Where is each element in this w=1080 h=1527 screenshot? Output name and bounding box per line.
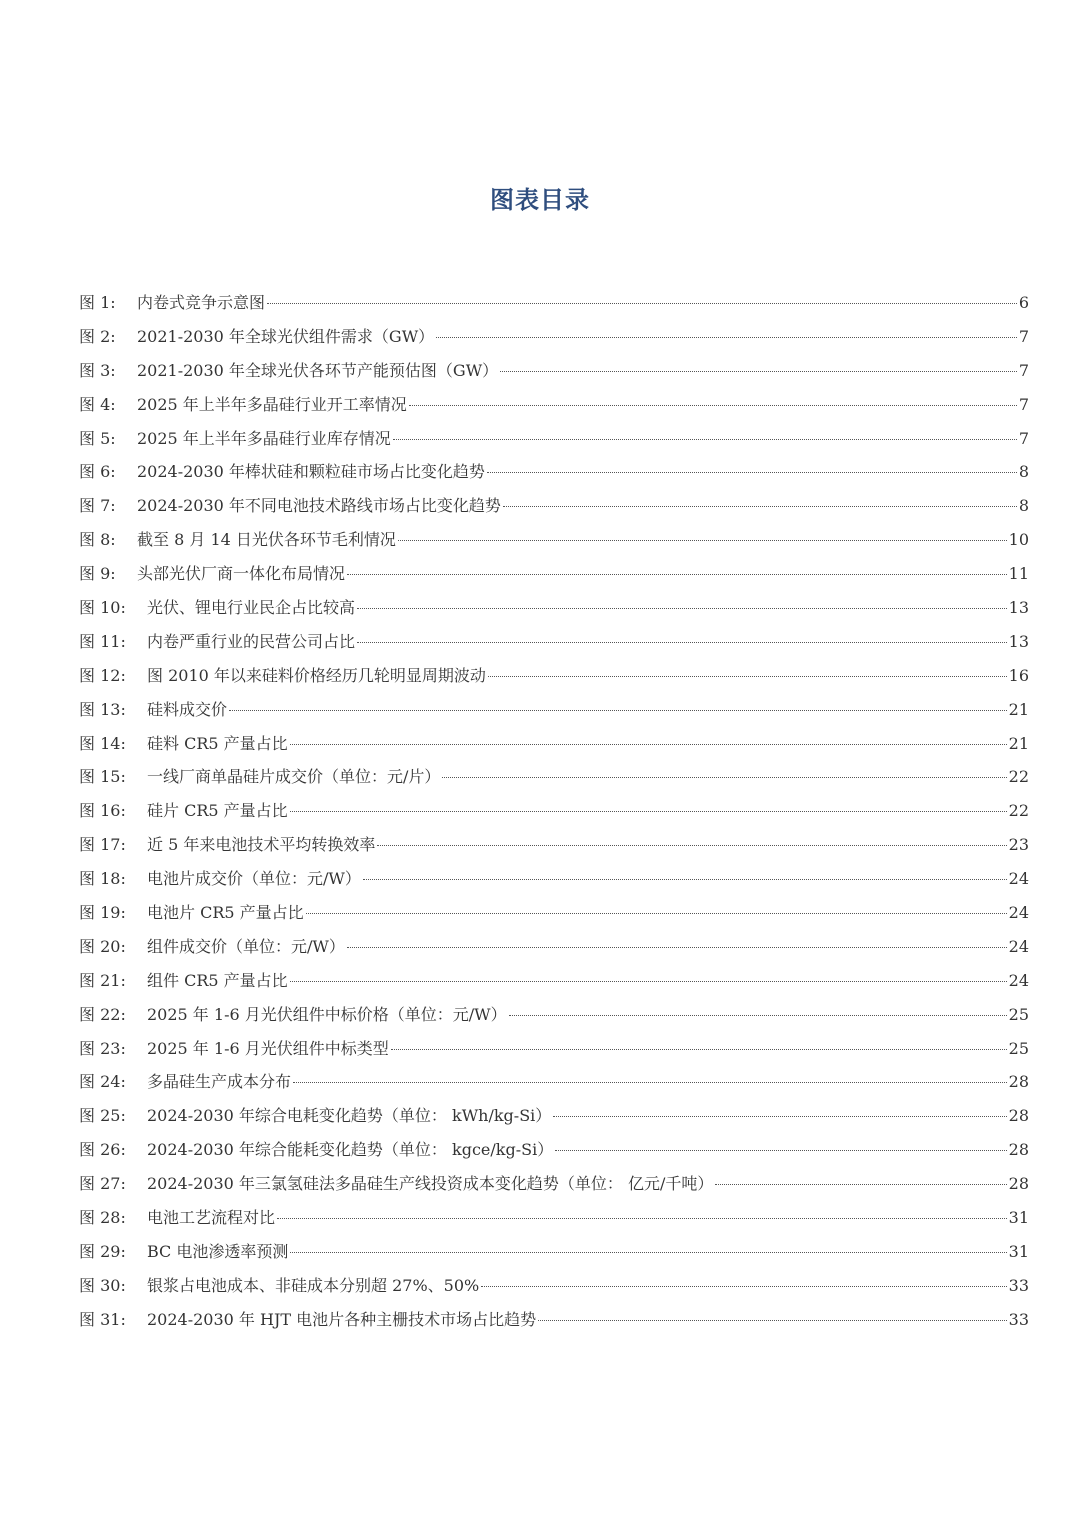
figure-title: 银浆占电池成本、非硅成本分别超 27%、50% [147, 1275, 480, 1295]
toc-entry[interactable] [79, 422, 1029, 456]
figure-title: 硅料 CR5 产量占比 [147, 733, 288, 753]
toc-entry[interactable] [79, 930, 1029, 964]
figure-title: 2025 年上半年多晶硅行业库存情况 [137, 428, 391, 448]
figure-number: 图 12: [79, 665, 126, 685]
toc-entry[interactable] [79, 1235, 1029, 1269]
figure-title: 电池片 CR5 产量占比 [147, 903, 304, 923]
toc-entry[interactable] [79, 760, 1029, 794]
toc-entry[interactable] [79, 354, 1029, 388]
figure-number: 图 3: [79, 360, 116, 380]
toc-entry[interactable] [79, 625, 1029, 659]
figure-number: 图 13: [79, 699, 126, 719]
figure-number: 图 4: [79, 394, 116, 414]
figure-title: 2025 年上半年多晶硅行业开工率情况 [137, 394, 407, 414]
dot-leader [391, 1048, 1007, 1050]
page-number: 33 [1008, 1309, 1029, 1329]
page-number: 7 [1018, 394, 1029, 414]
toc-entry[interactable] [79, 523, 1029, 557]
figure-title: 图 2010 年以来硅料价格经历几轮明显周期波动 [147, 665, 486, 685]
figure-number: 图 21: [79, 970, 126, 990]
page-number: 8 [1018, 462, 1029, 482]
dot-leader [290, 810, 1007, 812]
figure-title: 硅片 CR5 产量占比 [147, 801, 288, 821]
toc-entry[interactable] [79, 1201, 1029, 1235]
figure-number: 图 31: [79, 1309, 126, 1329]
figure-title: 电池工艺流程对比 [147, 1208, 276, 1228]
dot-leader [293, 1081, 1007, 1083]
figure-title: 2024-2030 年综合电耗变化趋势（单位： kWh/kg-Si） [147, 1106, 552, 1126]
dot-leader [487, 471, 1017, 473]
toc-entry[interactable] [79, 1099, 1029, 1133]
figure-title: 2024-2030 年不同电池技术路线市场占比变化趋势 [137, 496, 501, 516]
figure-number: 图 17: [79, 835, 126, 855]
dot-leader [290, 743, 1007, 745]
page-number: 8 [1018, 496, 1029, 516]
figure-number: 图 28: [79, 1208, 126, 1228]
dot-leader [436, 336, 1017, 338]
page-number: 7 [1018, 360, 1029, 380]
page-number: 28 [1008, 1106, 1029, 1126]
toc-entry[interactable] [79, 964, 1029, 998]
toc-entry[interactable] [79, 388, 1029, 422]
page-number: 31 [1008, 1241, 1029, 1261]
page-number: 23 [1008, 835, 1029, 855]
dot-leader [393, 438, 1017, 440]
figure-title: BC 电池渗透率预测 [147, 1241, 289, 1261]
page-number: 31 [1008, 1208, 1029, 1228]
dot-leader [290, 1251, 1006, 1253]
page-number: 25 [1008, 1004, 1029, 1024]
toc-entry[interactable] [79, 1269, 1029, 1303]
page-number: 13 [1008, 631, 1029, 651]
page-number: 25 [1008, 1038, 1029, 1058]
page-number: 7 [1018, 326, 1029, 346]
dot-leader [715, 1183, 1006, 1185]
figure-number: 图 19: [79, 903, 126, 923]
toc-entry[interactable] [79, 693, 1029, 727]
figure-number: 图 18: [79, 869, 126, 889]
dot-leader [377, 844, 1006, 846]
figure-title: 2024-2030 年三氯氢硅法多晶硅生产线投资成本变化趋势（单位： 亿元/千吨） [147, 1174, 714, 1194]
toc-entry[interactable] [79, 591, 1029, 625]
page-number: 22 [1008, 767, 1029, 787]
toc-entry[interactable] [79, 998, 1029, 1032]
figure-number: 图 8: [79, 530, 116, 550]
figure-number: 图 5: [79, 428, 116, 448]
dot-leader [553, 1115, 1006, 1117]
page-number: 16 [1008, 665, 1029, 685]
figure-number: 图 15: [79, 767, 126, 787]
figure-number: 图 16: [79, 801, 126, 821]
dot-leader [229, 709, 1007, 711]
figure-number: 图 6: [79, 462, 116, 482]
page-number: 22 [1008, 801, 1029, 821]
figure-title: 头部光伏厂商一体化布局情况 [137, 564, 346, 584]
toc-entry[interactable] [79, 489, 1029, 523]
figure-title: 2025 年 1-6 月光伏组件中标类型 [147, 1038, 389, 1058]
figure-title: 一线厂商单晶硅片成交价（单位：元/片） [147, 767, 441, 787]
figure-title: 组件成交价（单位：元/W） [147, 936, 345, 956]
figure-number: 图 2: [79, 326, 116, 346]
dot-leader [500, 370, 1017, 372]
page-title: 图表目录 [490, 185, 590, 214]
figure-number: 图 25: [79, 1106, 126, 1126]
toc-entry[interactable] [79, 1065, 1029, 1099]
figure-number: 图 24: [79, 1072, 126, 1092]
figure-title: 近 5 年来电池技术平均转换效率 [147, 835, 376, 855]
figure-title: 多晶硅生产成本分布 [147, 1072, 292, 1092]
dot-leader [481, 1285, 1006, 1287]
toc-entry[interactable] [79, 1303, 1029, 1337]
page-number: 24 [1008, 970, 1029, 990]
page-number: 28 [1008, 1140, 1029, 1160]
figure-number: 图 26: [79, 1140, 126, 1160]
figure-number: 图 14: [79, 733, 126, 753]
figure-number: 图 10: [79, 598, 126, 618]
page-number: 21 [1008, 733, 1029, 753]
dot-leader [442, 776, 1006, 778]
figure-title: 2021-2030 年全球光伏组件需求（GW） [137, 326, 435, 346]
dot-leader [409, 404, 1017, 406]
dot-leader [363, 878, 1007, 880]
figure-title: 电池片成交价（单位：元/W） [147, 869, 361, 889]
figure-title: 硅料成交价 [147, 699, 228, 719]
dot-leader [509, 1014, 1007, 1016]
page-number: 10 [1008, 530, 1029, 550]
page-number: 11 [1008, 564, 1029, 584]
toc-entry[interactable] [79, 1133, 1029, 1167]
figure-title: 2024-2030 年综合能耗变化趋势（单位： kgce/kg-Si） [147, 1140, 554, 1160]
toc-entry[interactable] [79, 727, 1029, 761]
figure-number: 图 27: [79, 1174, 126, 1194]
dot-leader [357, 607, 1007, 609]
page-number: 21 [1008, 699, 1029, 719]
toc-entry[interactable] [79, 659, 1029, 693]
toc-entry[interactable] [79, 320, 1029, 354]
figure-title: 2024-2030 年棒状硅和颗粒硅市场占比变化趋势 [137, 462, 485, 482]
dot-leader [347, 946, 1007, 948]
toc-entry[interactable] [79, 1032, 1029, 1066]
dot-leader [503, 505, 1017, 507]
page-number: 28 [1008, 1174, 1029, 1194]
figure-list [79, 286, 1029, 1337]
toc-entry[interactable] [79, 1167, 1029, 1201]
toc-entry[interactable] [79, 557, 1029, 591]
figure-number: 图 20: [79, 936, 126, 956]
toc-entry[interactable] [79, 896, 1029, 930]
dot-leader [290, 980, 1007, 982]
dot-leader [306, 912, 1007, 914]
dot-leader [488, 675, 1007, 677]
page-number: 24 [1008, 936, 1029, 956]
toc-entry[interactable] [79, 794, 1029, 828]
toc-entry[interactable] [79, 862, 1029, 896]
dot-leader [277, 1217, 1007, 1219]
toc-entry[interactable] [79, 286, 1029, 320]
figure-title: 内卷严重行业的民营公司占比 [147, 631, 356, 651]
figure-title: 2025 年 1-6 月光伏组件中标价格（单位：元/W） [147, 1004, 507, 1024]
toc-entry[interactable] [79, 455, 1029, 489]
dot-leader [357, 641, 1007, 643]
page-number: 6 [1018, 293, 1029, 312]
figure-number: 图 23: [79, 1038, 126, 1058]
dot-leader [398, 539, 1007, 541]
figure-number: 图 7: [79, 496, 116, 516]
figure-number: 图 1: [79, 293, 116, 312]
page-number: 7 [1018, 428, 1029, 448]
figure-title: 2024-2030 年 HJT 电池片各种主栅技术市场占比趋势 [147, 1309, 537, 1329]
figure-number: 图 22: [79, 1004, 126, 1024]
figure-title: 截至 8 月 14 日光伏各环节毛利情况 [137, 530, 396, 550]
dot-leader [267, 302, 1017, 304]
figure-number: 图 11: [79, 631, 126, 651]
dot-leader [555, 1149, 1006, 1151]
figure-number: 图 9: [79, 564, 116, 584]
figure-number: 图 30: [79, 1275, 126, 1295]
figure-title: 内卷式竞争示意图 [137, 293, 266, 312]
figure-number: 图 29: [79, 1241, 126, 1261]
dot-leader [538, 1319, 1006, 1321]
page-number: 24 [1008, 869, 1029, 889]
page-number: 28 [1008, 1072, 1029, 1092]
page-number: 13 [1008, 598, 1029, 618]
figure-title: 组件 CR5 产量占比 [147, 970, 288, 990]
page-number: 33 [1008, 1275, 1029, 1295]
page-number: 24 [1008, 903, 1029, 923]
figure-title: 光伏、锂电行业民企占比较高 [147, 598, 356, 618]
figure-title: 2021-2030 年全球光伏各环节产能预估图（GW） [137, 360, 499, 380]
toc-entry[interactable] [79, 828, 1029, 862]
dot-leader [347, 573, 1007, 575]
